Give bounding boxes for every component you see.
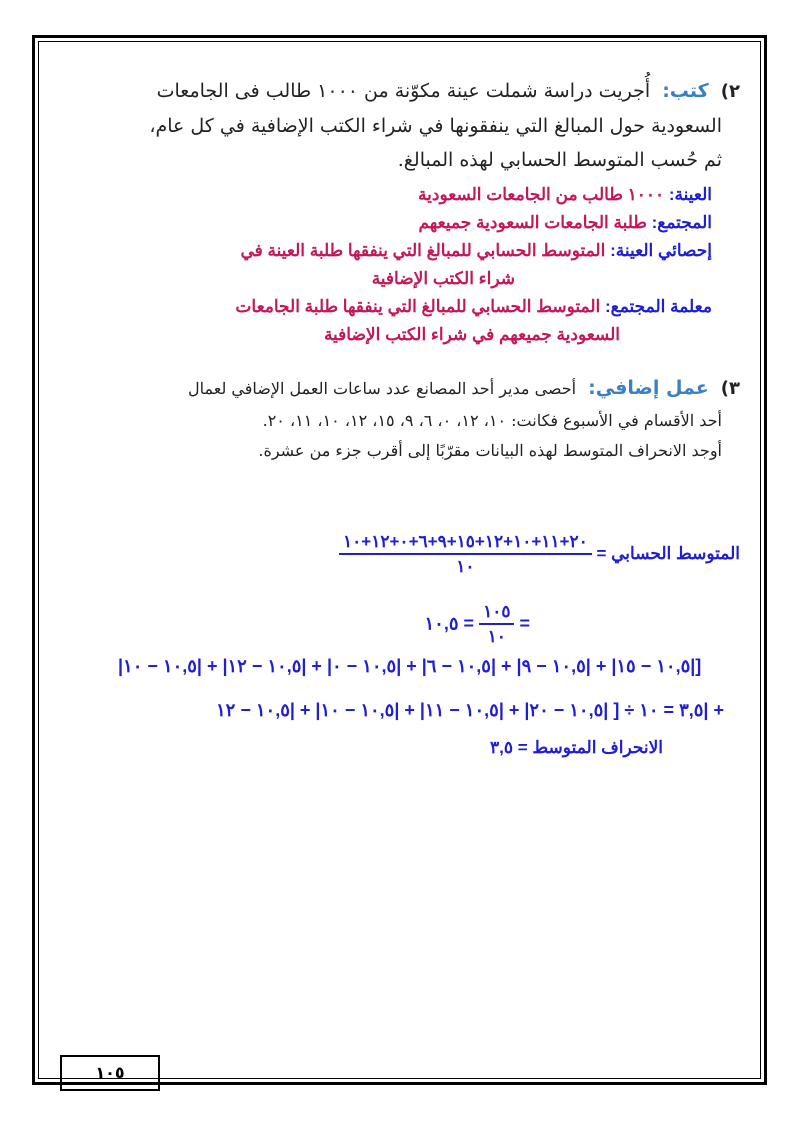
population-label: المجتمع:: [651, 213, 712, 232]
mean-fraction: [339, 532, 592, 577]
statistic-row: [60, 237, 740, 265]
q2-answer: [60, 181, 740, 349]
population-value: طلبة الجامعات السعودية جميعهم: [418, 213, 647, 232]
mean-deviation-result: [490, 738, 663, 758]
statistic-value-1: المتوسط الحسابي للمبالغ التي ينفقها طلبة العينة في: [240, 241, 606, 260]
sample-label: العينة:: [668, 185, 712, 204]
parameter-row: [60, 293, 740, 321]
mean-label: المتوسط الحسابي =: [596, 543, 740, 563]
parameter-label: معلمة المجتمع:: [605, 297, 712, 316]
step2-eq: =: [519, 613, 530, 634]
sample-value: ١٠٠٠ طالب من الجامعات السعودية: [418, 185, 665, 204]
q2-number: ٢): [720, 81, 740, 102]
statistic-value-2: شراء الكتب الإضافية: [371, 269, 515, 288]
md-value: ٣,٥: [490, 738, 514, 757]
step2-numerator: ١٠٥: [479, 602, 514, 625]
step2-denominator: ١٠: [487, 627, 506, 646]
q3-line-1: [60, 371, 740, 406]
q3-line-2: أحد الأقسام في الأسبوع فكانت: ١٠، ١٢، ٠، ٦، ٩، ١٥، ١٢، ١٠، ١١، ٢٠.: [262, 411, 722, 430]
mean-expression: [339, 532, 740, 577]
sample-row: [60, 181, 740, 209]
q3-text-1: أحصى مدير أحد المصانع عدد ساعات العمل الإضافي لعمال: [188, 379, 577, 398]
q2-line-2: السعودية حول المبالغ التي ينفقونها في شراء الكتب الإضافية في كل عام،: [149, 115, 722, 137]
step2-fraction: [479, 602, 514, 647]
statistic-label: إحصائي العينة:: [610, 241, 712, 260]
q3-keyword: عمل إضافي:: [588, 377, 709, 399]
deviation-line-1: |١٠,٥ − ١٥| + |١٠,٥ − ٩| + |١٠,٥ − ٦| + |١٠,٥ − ٠| + |١٠,٥ − ١٢| + |١٠,٥ − ١٠|]: [118, 656, 702, 676]
mean-step-2: [425, 602, 530, 647]
parameter-value-2: السعودية جميعهم في شراء الكتب الإضافية: [323, 325, 620, 344]
page-number: ١٠٥: [60, 1055, 160, 1091]
q2-keyword: كتب:: [662, 80, 709, 102]
q3-line-3: أوجد الانحراف المتوسط لهذه البيانات مقرّبًا إلى أقرب جزء من عشرة.: [258, 441, 722, 460]
mean-denominator: ١٠: [456, 557, 475, 576]
page-content: [60, 60, 740, 466]
mean-numerator: ٢٠+١١+١٠+١٢+١٥+٩+٦+٠+١٢+١٠: [339, 532, 592, 555]
deviation-line-2: ٣,٥ = ١٠ ÷ [ |١٠,٥ − ٢٠| + |١٠,٥ − ١١| + |١٠,٥ − ١٠| + |١٠,٥ − ١٢| +: [216, 700, 724, 720]
q3-number: ٣): [720, 378, 740, 399]
md-label: الانحراف المتوسط =: [517, 738, 663, 757]
step2-result: = ١٠,٥: [424, 613, 475, 634]
q2-line-3: ثم حُسب المتوسط الحسابي لهذه المبالغ.: [397, 149, 722, 171]
q2-text-1: أُجريت دراسة شملت عينة مكوّنة من ١٠٠٠ طالب فى الجامعات: [156, 80, 651, 102]
population-row: [60, 209, 740, 237]
q2-line-1: [60, 74, 740, 109]
parameter-value-1: المتوسط الحسابي للمبالغ التي ينفقها طلبة الجامعات: [235, 297, 601, 316]
